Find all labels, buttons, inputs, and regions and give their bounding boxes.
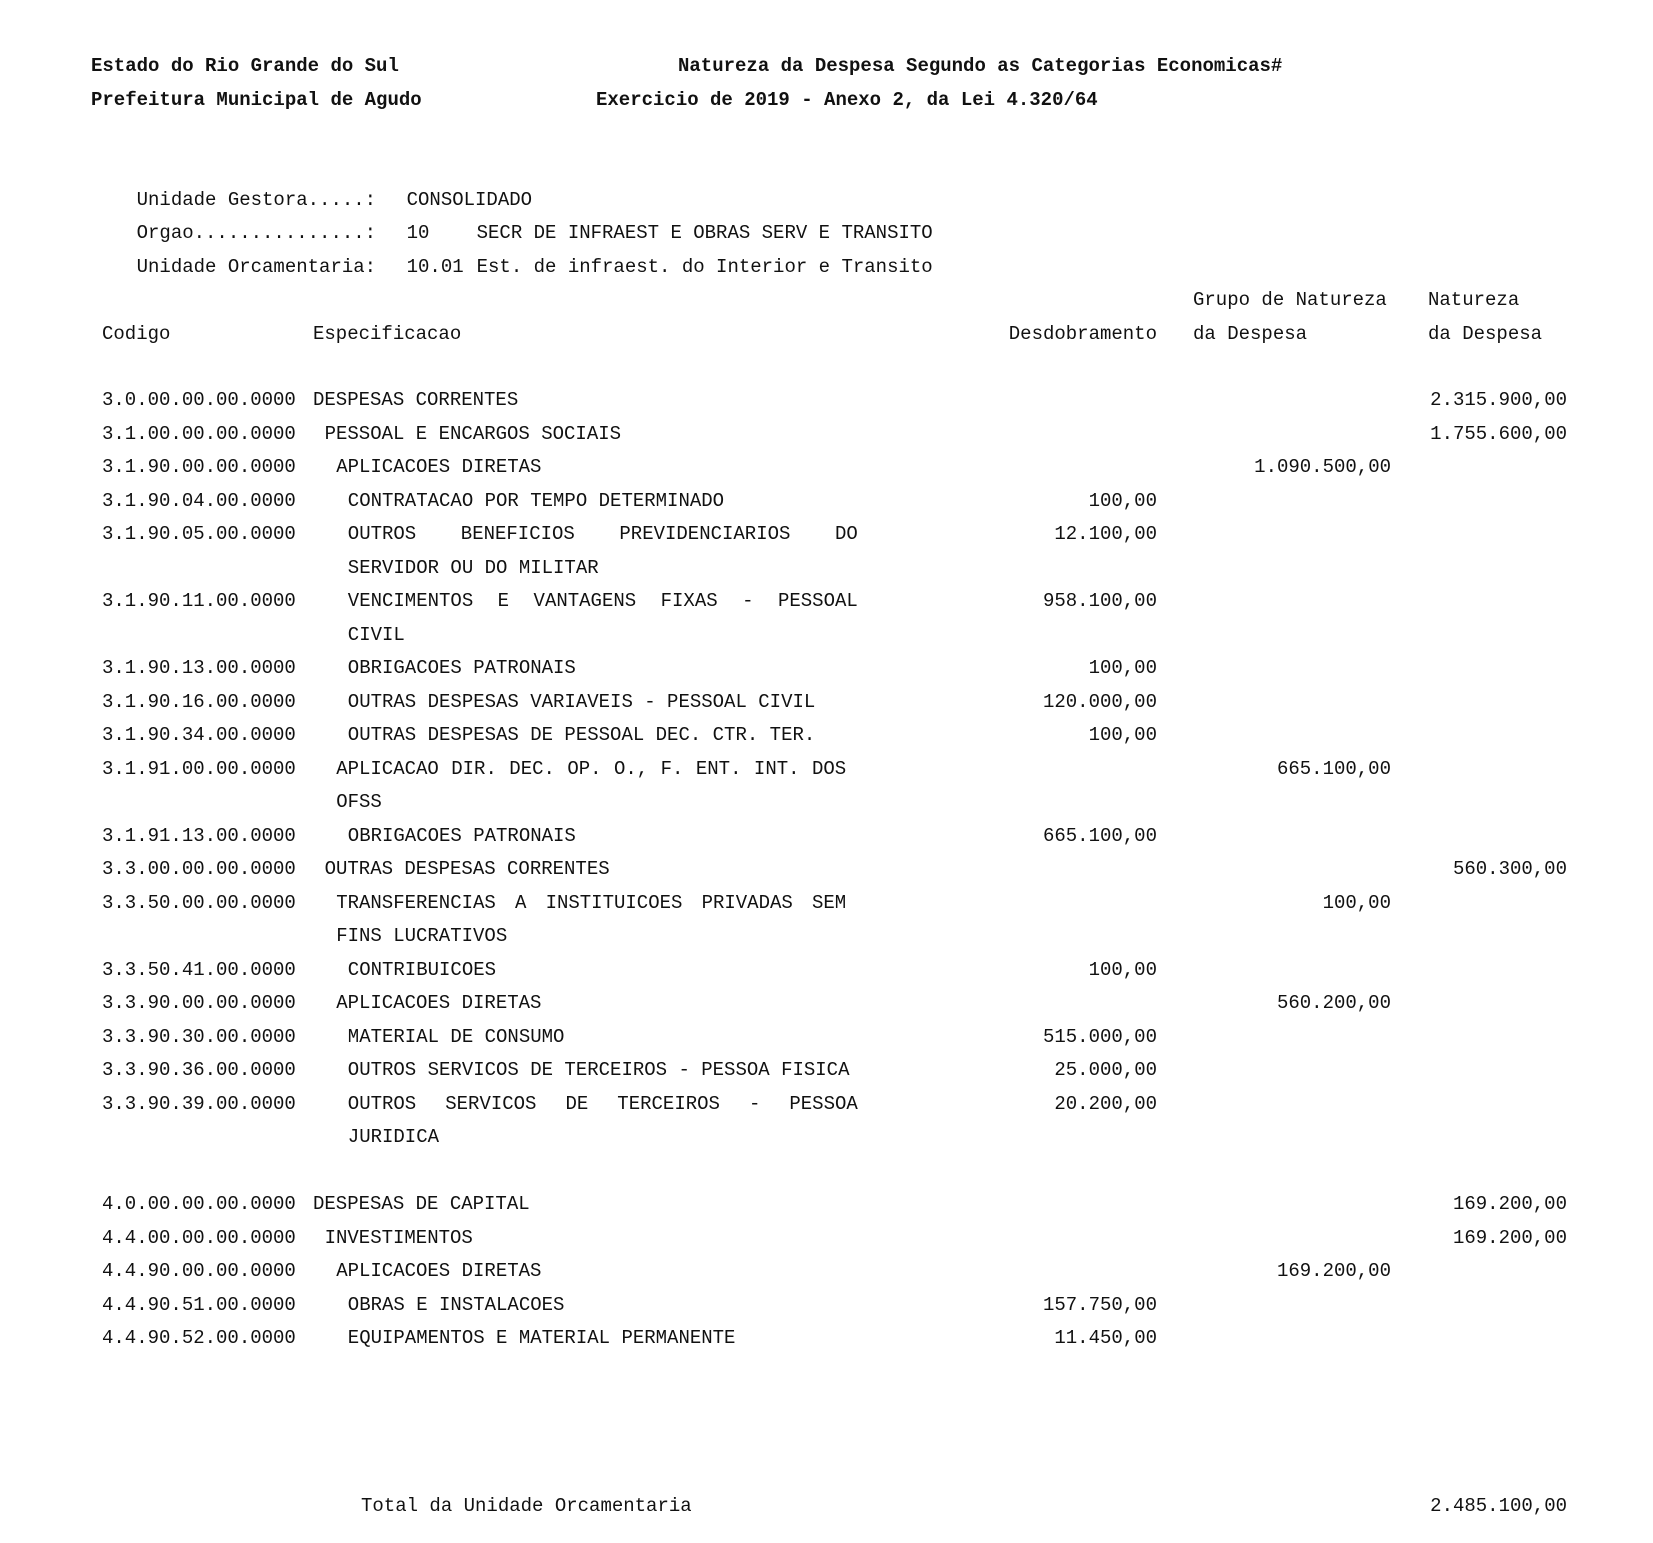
table-row <box>0 719 1653 753</box>
expense-table <box>0 384 1653 1356</box>
table-row <box>0 753 1653 820</box>
prefecture-name: Prefeitura Municipal de Agudo <box>91 89 422 111</box>
row-natureza: 1.755.600,00 <box>1430 422 1567 445</box>
table-row <box>0 1021 1653 1055</box>
row-code: 4.4.90.52.00.0000 <box>102 1327 296 1349</box>
table-row <box>0 418 1653 452</box>
row-specification: OUTROS BENEFICIOS PREVIDENCIARIOS DO SERVIDOR OU DO MILITAR <box>347 523 858 579</box>
row-desdobramento: 100,00 <box>1088 724 1157 746</box>
row-natureza: 169.200,00 <box>1452 1193 1567 1215</box>
table-row <box>0 1222 1653 1256</box>
row-specification: OBRIGACOES PATRONAIS <box>347 657 576 679</box>
row-specification: OBRAS E INSTALACOES <box>347 1293 565 1316</box>
table-row <box>0 887 1653 954</box>
table-row <box>0 686 1653 720</box>
row-desdobramento: 958.100,00 <box>1042 590 1157 612</box>
col-header-grupo-line1: Grupo de Natureza <box>1193 289 1387 311</box>
row-code: 3.1.90.16.00.0000 <box>102 690 296 713</box>
row-code: 3.3.50.41.00.0000 <box>102 958 296 981</box>
row-code: 3.3.90.39.00.0000 <box>102 1092 296 1115</box>
unidade-gestora-value: CONSOLIDADO <box>406 188 533 211</box>
table-row <box>0 652 1653 686</box>
row-desdobramento: 100,00 <box>1088 958 1157 981</box>
row-code: 3.1.90.11.00.0000 <box>102 590 296 612</box>
col-header-especificacao: Especificacao <box>313 323 462 345</box>
report-subtitle: Exercicio de 2019 - Anexo 2, da Lei 4.320/64 <box>596 89 1098 111</box>
table-row <box>0 485 1653 519</box>
row-code: 3.1.91.00.00.0000 <box>102 757 296 780</box>
row-code: 4.0.00.00.00.0000 <box>102 1193 296 1215</box>
row-specification: TRANSFERENCIAS A INSTITUICOES PRIVADAS SEM FINS LUCRATIVOS <box>336 891 847 947</box>
row-desdobramento: 12.100,00 <box>1054 523 1157 545</box>
report-title: Natureza da Despesa Segundo as Categorias Economicas# <box>678 55 1283 77</box>
table-row <box>0 585 1653 652</box>
row-grupo-natureza: 560.200,00 <box>1276 992 1391 1014</box>
row-grupo-natureza: 1.090.500,00 <box>1254 456 1391 478</box>
row-desdobramento: 20.200,00 <box>1054 1092 1157 1115</box>
unidade-gestora-row <box>91 150 933 211</box>
col-header-desdobramento: Desdobramento <box>1008 323 1157 345</box>
total-value: 2.485.100,00 <box>1430 1495 1567 1517</box>
row-specification: CONTRIBUICOES <box>347 958 497 981</box>
row-specification: VENCIMENTOS E VANTAGENS FIXAS - PESSOAL CIVIL <box>347 590 858 646</box>
row-code: 3.1.91.13.00.0000 <box>102 824 296 847</box>
row-specification: PESSOAL E ENCARGOS SOCIAIS <box>324 422 622 445</box>
row-code: 3.3.50.00.00.0000 <box>102 891 296 914</box>
row-natureza: 560.300,00 <box>1452 858 1567 880</box>
row-code: 3.0.00.00.00.0000 <box>102 389 296 411</box>
row-code: 3.3.00.00.00.0000 <box>102 858 296 880</box>
table-row <box>0 1188 1653 1222</box>
unidade-gestora-label: Unidade Gestora.....: <box>136 188 377 211</box>
row-desdobramento: 665.100,00 <box>1042 824 1157 847</box>
row-specification: OUTRAS DESPESAS CORRENTES <box>324 858 610 880</box>
table-row <box>0 987 1653 1021</box>
row-code: 3.1.90.00.00.0000 <box>102 456 296 478</box>
row-grupo-natureza: 100,00 <box>1322 891 1391 914</box>
unidade-orcamentaria-name: Est. de infraest. do Interior e Transito <box>476 255 933 278</box>
row-specification: APLICACOES DIRETAS <box>336 456 542 478</box>
row-code: 3.3.90.30.00.0000 <box>102 1025 296 1048</box>
row-code: 3.1.90.05.00.0000 <box>102 523 296 545</box>
row-code: 3.1.90.04.00.0000 <box>102 489 296 512</box>
table-row <box>0 1054 1653 1088</box>
table-row <box>0 384 1653 418</box>
row-specification: OBRIGACOES PATRONAIS <box>347 824 576 847</box>
row-code: 3.1.90.13.00.0000 <box>102 657 296 679</box>
row-code: 3.1.90.34.00.0000 <box>102 724 296 746</box>
row-code: 4.4.90.00.00.0000 <box>102 1260 296 1282</box>
col-header-natureza-line2: da Despesa <box>1428 323 1543 345</box>
row-natureza: 2.315.900,00 <box>1430 389 1567 411</box>
row-specification: DESPESAS CORRENTES <box>313 389 519 411</box>
col-header-codigo: Codigo <box>102 323 171 345</box>
col-header-natureza-line1: Natureza <box>1428 289 1520 311</box>
row-specification: INVESTIMENTOS <box>324 1226 473 1249</box>
table-row <box>0 820 1653 854</box>
row-code: 3.3.90.36.00.0000 <box>102 1059 296 1081</box>
row-specification: CONTRATACAO POR TEMPO DETERMINADO <box>347 489 725 512</box>
table-row <box>0 1289 1653 1323</box>
col-header-grupo-line2: da Despesa <box>1193 323 1308 345</box>
unit-info <box>91 150 933 278</box>
row-specification: OUTRAS DESPESAS VARIAVEIS - PESSOAL CIVIL <box>347 690 816 713</box>
row-specification: OUTROS SERVICOS DE TERCEIROS - PESSOA JURIDICA <box>347 1092 858 1148</box>
unidade-orcamentaria-code: 10.01 <box>406 255 464 278</box>
row-desdobramento: 100,00 <box>1088 489 1157 512</box>
row-specification: APLICACOES DIRETAS <box>336 1260 542 1282</box>
state-name: Estado do Rio Grande do Sul <box>91 55 399 77</box>
section-gap <box>0 1155 1653 1189</box>
row-code: 3.3.90.00.00.0000 <box>102 992 296 1014</box>
row-specification: OUTRAS DESPESAS DE PESSOAL DEC. CTR. TER. <box>347 724 816 746</box>
row-desdobramento: 515.000,00 <box>1042 1025 1157 1048</box>
table-row <box>0 518 1653 585</box>
row-grupo-natureza: 665.100,00 <box>1276 757 1391 780</box>
orgao-name: SECR DE INFRAEST E OBRAS SERV E TRANSITO <box>476 222 933 244</box>
row-specification: MATERIAL DE CONSUMO <box>347 1025 565 1048</box>
table-row <box>0 451 1653 485</box>
table-row <box>0 954 1653 988</box>
row-specification: APLICACOES DIRETAS <box>336 992 542 1014</box>
row-desdobramento: 120.000,00 <box>1042 690 1157 713</box>
row-desdobramento: 11.450,00 <box>1054 1327 1157 1349</box>
row-specification: DESPESAS DE CAPITAL <box>313 1193 530 1215</box>
row-grupo-natureza: 169.200,00 <box>1276 1260 1391 1282</box>
total-row <box>0 1490 1653 1524</box>
row-code: 4.4.90.51.00.0000 <box>102 1293 296 1316</box>
total-label: Total da Unidade Orcamentaria <box>361 1495 692 1517</box>
row-desdobramento: 100,00 <box>1088 657 1157 679</box>
table-row <box>0 1088 1653 1155</box>
row-natureza: 169.200,00 <box>1452 1226 1567 1249</box>
orgao-label: Orgao...............: <box>136 222 377 244</box>
row-specification: APLICACAO DIR. DEC. OP. O., F. ENT. INT. DOS OFSS <box>336 757 847 813</box>
row-code: 3.1.00.00.00.0000 <box>102 422 296 445</box>
orgao-code: 10 <box>406 222 430 244</box>
table-row <box>0 1255 1653 1289</box>
row-desdobramento: 157.750,00 <box>1042 1293 1157 1316</box>
row-desdobramento: 25.000,00 <box>1054 1059 1157 1081</box>
row-specification: OUTROS SERVICOS DE TERCEIROS - PESSOA FISICA <box>347 1059 850 1081</box>
row-code: 4.4.00.00.00.0000 <box>102 1226 296 1249</box>
unidade-orcamentaria-label: Unidade Orcamentaria: <box>136 255 377 278</box>
table-row <box>0 1322 1653 1356</box>
table-row <box>0 853 1653 887</box>
row-specification: EQUIPAMENTOS E MATERIAL PERMANENTE <box>347 1327 736 1349</box>
